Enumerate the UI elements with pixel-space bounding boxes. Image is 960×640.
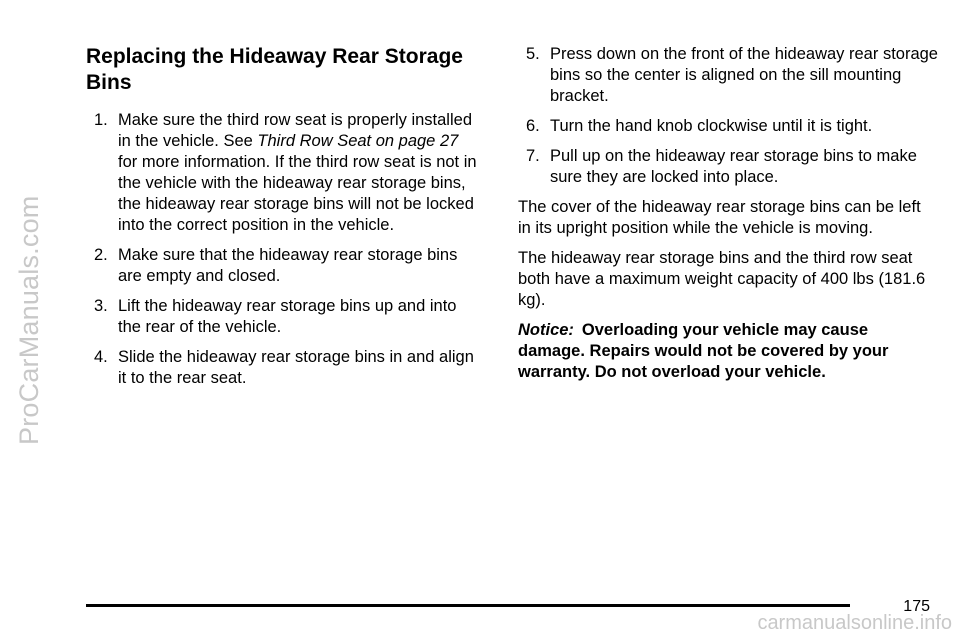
left-column	[86, 44, 478, 398]
step-text: Pull up on the hideaway rear storage bins to make sure they are locked into place.	[550, 147, 917, 186]
watermark-side	[6, 195, 46, 455]
watermark-side-text: ProCarManuals.com	[14, 195, 44, 445]
body-paragraph: The hideaway rear storage bins and the third row seat both have a maximum weight capacity of 400 lbs (181.6 kg).	[518, 249, 926, 309]
step-number: 7.	[526, 147, 540, 165]
body-paragraph: The cover of the hideaway rear storage bins can be left in its upright position while the vehicle is moving.	[518, 198, 921, 237]
watermark-bottom: carmanualsonline.info	[757, 612, 952, 634]
cross-reference: Third Row Seat on page 27	[257, 132, 459, 150]
step-number: 6.	[526, 117, 540, 135]
list-item	[518, 44, 938, 107]
right-column	[518, 44, 938, 392]
step-number: 5.	[526, 45, 540, 63]
notice-block	[518, 320, 938, 383]
step-text: Lift the hideaway rear storage bins up and into the rear of the vehicle.	[118, 297, 457, 336]
list-item	[518, 116, 938, 137]
step-text: Press down on the front of the hideaway rear storage bins so the center is aligned on the sill mounting bracket.	[550, 45, 938, 105]
list-item	[86, 296, 478, 338]
steps-list-left	[86, 110, 478, 389]
notice-label: Notice:	[518, 321, 574, 339]
footer-rule	[86, 604, 850, 607]
step-number: 1.	[94, 111, 108, 129]
step-text: for more information. If the third row seat is not in the vehicle with the hideaway rear storage bins, the hideaway rear storage bins will not be locked into the correct position in the vehicle.	[118, 153, 477, 234]
list-item	[86, 110, 478, 236]
list-item	[86, 245, 478, 287]
step-number: 2.	[94, 246, 108, 264]
notice-text: Overloading your vehicle may cause damage. Repairs would not be covered by your warranty. Do not overload your vehicle.	[518, 321, 889, 381]
section-heading: Replacing the Hideaway Rear Storage Bins	[86, 45, 463, 94]
step-text: Make sure the third row seat is properly installed in the vehicle. See	[118, 111, 472, 150]
step-number: 4.	[94, 348, 108, 366]
page-number: 175	[903, 598, 930, 615]
step-number: 3.	[94, 297, 108, 315]
list-item	[86, 347, 478, 389]
steps-list-right	[518, 44, 938, 188]
list-item	[518, 146, 938, 188]
step-text: Make sure that the hideaway rear storage bins are empty and closed.	[118, 246, 458, 285]
step-text: Slide the hideaway rear storage bins in and align it to the rear seat.	[118, 348, 474, 387]
step-text: Turn the hand knob clockwise until it is tight.	[550, 117, 873, 135]
